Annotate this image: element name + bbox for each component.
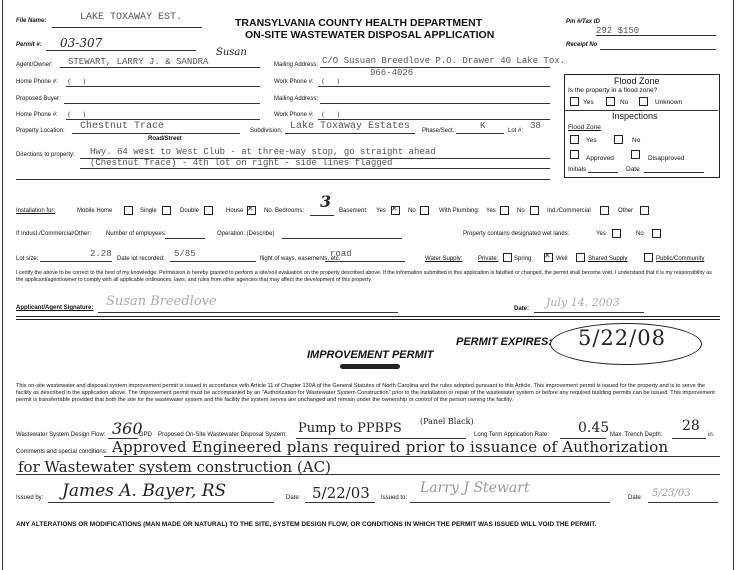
- flood-unknown-checkbox[interactable]: [639, 97, 648, 106]
- lot-size-value[interactable]: 2.28: [90, 249, 112, 259]
- road-street-label: Road/Street: [148, 136, 182, 142]
- issued-to-value[interactable]: Larry J Stewart: [420, 480, 530, 496]
- wetlands-yes-checkbox[interactable]: [612, 229, 621, 238]
- single-checkbox[interactable]: [162, 206, 171, 215]
- applicant-signature[interactable]: Susan Breedlove: [106, 294, 217, 309]
- gpd-label: GPD: [139, 432, 153, 438]
- permit-expires-value[interactable]: 5/22/08: [578, 326, 666, 350]
- pin-label: Pin #/Tax ID: [566, 19, 600, 25]
- comments-line2[interactable]: for Wastewater system construction (AC): [18, 458, 331, 476]
- home-phone-paren: ( ): [68, 79, 86, 85]
- comments-line1[interactable]: Approved Engineered plans required prior to issuance of Authorization: [112, 438, 669, 456]
- mailing-address-label: Mailing Address:: [274, 62, 319, 68]
- issued-to-date-value[interactable]: 5/23/03: [652, 488, 691, 499]
- file-name-label: File Name:: [16, 18, 47, 24]
- flood-zone-title: Flood Zone: [614, 76, 660, 86]
- permit-expires-label: PERMIT EXPIRES:: [456, 336, 552, 348]
- flood-no-label: No: [620, 99, 629, 106]
- trench-depth-unit: in.: [708, 432, 715, 438]
- proposed-system-note: (Panel Black): [420, 417, 474, 426]
- comments-label: Comments and special conditions:: [16, 449, 108, 455]
- ind-commercial-checkbox[interactable]: [600, 206, 609, 215]
- flight-ways-label: flight of ways, easements, etc.: [260, 256, 341, 262]
- agent-annotation: Susan: [216, 47, 247, 58]
- mailing-address-value[interactable]: C/O Susuan Breedlove P.O. Drawer 40 Lake Tox.: [322, 56, 566, 66]
- subdivision-label: Subdivision:: [250, 128, 283, 134]
- applicant-date-label: Date:: [514, 306, 530, 312]
- proposed-system-value[interactable]: Pump to PPBPS: [298, 421, 402, 436]
- commercial-label: If Indust./Commercial/Other:: [16, 231, 92, 237]
- bedrooms-label: No. Bedrooms:: [264, 208, 305, 214]
- work-phone-label: Work Phone #:: [274, 79, 314, 85]
- single-label: Single: [140, 208, 157, 214]
- initials-label: Initials: [568, 166, 587, 173]
- basement-yes-checkbox[interactable]: [391, 206, 400, 215]
- bedrooms-value[interactable]: 3: [320, 192, 332, 211]
- inspect-yes-label: Yes: [586, 137, 597, 144]
- inspect-no-label: No: [632, 137, 641, 144]
- issued-date-label: Date:: [286, 495, 301, 501]
- home-phone2-paren: ( ): [68, 112, 86, 118]
- property-location-value[interactable]: Chestnut Trace: [80, 121, 165, 132]
- pin-value[interactable]: 292 $150: [596, 26, 640, 36]
- lot-number-label: Lot #:: [508, 128, 524, 134]
- wetlands-no-checkbox[interactable]: [652, 229, 661, 238]
- public-community-checkbox[interactable]: [644, 253, 653, 262]
- phase-section-value[interactable]: K: [480, 121, 486, 131]
- phase-section-label: Phase/Sect.:: [422, 128, 457, 134]
- applicant-date-value[interactable]: July 14, 2003: [546, 296, 620, 309]
- directions-line2[interactable]: (Chestnut Trace) - 4th lot on right - side lines flagged: [90, 158, 393, 168]
- footer-warning: ANY ALTERATIONS OR MODIFICATIONS (MAN MADE OR NATURAL) TO THE SITE, SYSTEM DESIGN FLOW, OR CONDITIONS IN WHICH THE PERMIT WAS ISSUED WILL VOID THE PERMIT.: [16, 521, 597, 528]
- subdivision-value[interactable]: Lake Toxaway Estates: [290, 121, 411, 132]
- directions-line1[interactable]: Hwy. 64 west to West Club - at three-way stop, go straight ahead: [90, 147, 436, 157]
- other-checkbox[interactable]: [640, 206, 649, 215]
- trench-depth-label: Max. Trench Depth:: [610, 432, 663, 438]
- applicant-signature-label: Applicant/Agent Signature:: [16, 305, 94, 311]
- shared-supply-checkbox[interactable]: [576, 253, 585, 262]
- issued-date-value[interactable]: 5/22/03: [312, 484, 370, 502]
- spring-label: Spring: [514, 256, 532, 262]
- home-phone-label: Home Phone #:: [16, 79, 58, 85]
- double-checkbox[interactable]: [204, 206, 213, 215]
- trench-depth-value[interactable]: 28: [682, 418, 700, 434]
- plumbing-yes-checkbox[interactable]: [500, 206, 509, 215]
- inspect-no-checkbox[interactable]: [614, 135, 623, 144]
- other-label: Other: [618, 208, 634, 214]
- flood-no-checkbox[interactable]: [606, 97, 615, 106]
- flight-ways-value[interactable]: road: [330, 249, 352, 259]
- permit-body-text: This on-site wastewater and disposal system improvement permit is issued in accordance with Article 11 of Chapter 130A of the General Statutes of North Carolina and the rules adopted pursuant to this Article. This improvement permit is issued for the property and is to serve the facility as described in the application above. The improvement permit must be accompanied by an "Authorization for Wastewater System Construction" prior to the installation or repair of the wastewater system or before any required building permits can be issued. This improvement permit is transferrable provided that both the site for the wastewater system and the facility the system serves are unchanged and remain under the ownership or control of the person owning the facility.: [16, 383, 715, 404]
- design-flow-value[interactable]: 360: [112, 419, 143, 438]
- water-supply-label: Water Supply:: [425, 256, 463, 262]
- basement-yes-label: Yes: [376, 208, 386, 214]
- dept-title: TRANSYLVANIA COUNTY HEALTH DEPARTMENT: [235, 17, 483, 29]
- inspect-yes-checkbox[interactable]: [570, 135, 579, 144]
- plumbing-no-label: No: [517, 208, 525, 214]
- wetlands-yes-label: Yes: [596, 231, 606, 237]
- approved-label: Approved: [586, 155, 614, 162]
- permit-number-label: Permit #:: [16, 42, 42, 48]
- well-label: Well: [556, 256, 568, 262]
- wetlands-label: Property contains designated wet lands:: [463, 231, 570, 237]
- application-title: ON-SITE WASTEWATER DISPOSAL APPLICATION: [245, 29, 495, 41]
- ltar-label: Long Term Application Rate:: [474, 432, 549, 438]
- page-left-border: [2, 0, 3, 570]
- work-phone2-paren: ( ): [322, 112, 340, 118]
- inspections-flood-zone-label: Flood Zone: [568, 124, 601, 131]
- receipt-label: Receipt No: [566, 42, 598, 48]
- issued-by-value[interactable]: James A. Bayer, RS: [62, 481, 227, 501]
- ltar-value[interactable]: 0.45: [578, 420, 610, 436]
- proposed-system-label: Proposed On-Site Wastewater Disposal System:: [158, 432, 287, 438]
- installation-label: Installation for:: [16, 208, 56, 214]
- basement-label: Basement:: [339, 208, 368, 214]
- plumbing-no-checkbox[interactable]: [530, 206, 539, 215]
- lot-size-label: Lot size:: [16, 256, 39, 262]
- private-label: Private:: [478, 256, 499, 262]
- flood-zone-question: Is the property in a flood zone?: [568, 87, 658, 94]
- plumbing-label: With Plumbing:: [439, 208, 480, 214]
- flood-yes-checkbox[interactable]: [570, 97, 579, 106]
- lot-number-value[interactable]: 38: [530, 121, 541, 131]
- basement-no-label: No: [408, 208, 416, 214]
- spring-checkbox[interactable]: [503, 253, 512, 262]
- double-label: Double: [180, 208, 200, 214]
- permit-number-value[interactable]: 03-307: [60, 36, 103, 50]
- house-label: House: [226, 208, 244, 214]
- disapproved-label: Disapproved: [648, 155, 685, 162]
- wetlands-no-label: No: [636, 231, 644, 237]
- inspections-title: Inspections: [612, 111, 658, 121]
- proposed-buyer-label: Proposed Buyer:: [16, 96, 61, 102]
- employees-label: Number of employees:: [106, 231, 167, 237]
- redaction-mark: [340, 364, 400, 369]
- page-right-border: [733, 0, 734, 570]
- work-phone2-label: Work Phone #:: [274, 112, 314, 118]
- approved-checkbox[interactable]: [570, 150, 579, 159]
- disapproved-checkbox[interactable]: [631, 150, 640, 159]
- improvement-permit-title: IMPROVEMENT PERMIT: [307, 349, 434, 361]
- certification-text: I certify the above to be correct to the best of my knowledge. Permission is hereby granted to perform a site/soil evaluation on the property described above. If the information submitted in this application is falsified or changed, the permit shall become void. I understand that it is my responsibility as the applicant/agent/owner to comply with all applicable ordinances, laws, and rules from other agencies that may affect the development of this property.: [16, 270, 712, 283]
- public-community-label: Public/Community: [656, 256, 705, 262]
- flood-yes-label: Yes: [583, 99, 594, 106]
- inspection-date-label: Date: [626, 166, 640, 173]
- mobile-home-label: Mobile Home: [77, 208, 113, 214]
- flood-unknown-label: Unknown: [655, 99, 683, 106]
- work-phone-paren: ( ): [322, 79, 340, 85]
- mobile-home-checkbox[interactable]: [124, 206, 133, 215]
- house-checkbox[interactable]: [247, 206, 256, 215]
- file-name-value[interactable]: LAKE TOXAWAY EST.: [80, 12, 183, 23]
- property-location-label: Property Location:: [16, 128, 65, 134]
- agent-owner-value[interactable]: STEWART, LARRY J. & SANDRA: [68, 57, 209, 67]
- lot-recorded-value[interactable]: 5/85: [174, 249, 196, 259]
- shared-supply-label: Shared Supply: [588, 256, 628, 262]
- design-flow-label: Wastewater System Design Flow:: [16, 432, 106, 438]
- lot-recorded-label: Date lot recorded:: [117, 256, 165, 262]
- plumbing-yes-label: Yes: [486, 208, 496, 214]
- agent-owner-label: Agent/Owner:: [16, 62, 53, 68]
- work-phone-value[interactable]: 966-4026: [370, 68, 414, 78]
- mailing-address2-label: Mailing Address:: [274, 96, 319, 102]
- directions-label: Directions to property:: [16, 152, 75, 158]
- operation-label: Operation: (Describe): [217, 231, 275, 237]
- well-checkbox[interactable]: [544, 253, 553, 262]
- issued-to-label: Issued to:: [381, 495, 408, 501]
- issued-to-date-label: Date:: [628, 495, 643, 501]
- home-phone2-label: Home Phone #:: [16, 112, 58, 118]
- basement-no-checkbox[interactable]: [420, 206, 429, 215]
- issued-by-label: Issued by:: [16, 495, 44, 501]
- ind-commercial-label: Ind./Commercial: [547, 208, 591, 214]
